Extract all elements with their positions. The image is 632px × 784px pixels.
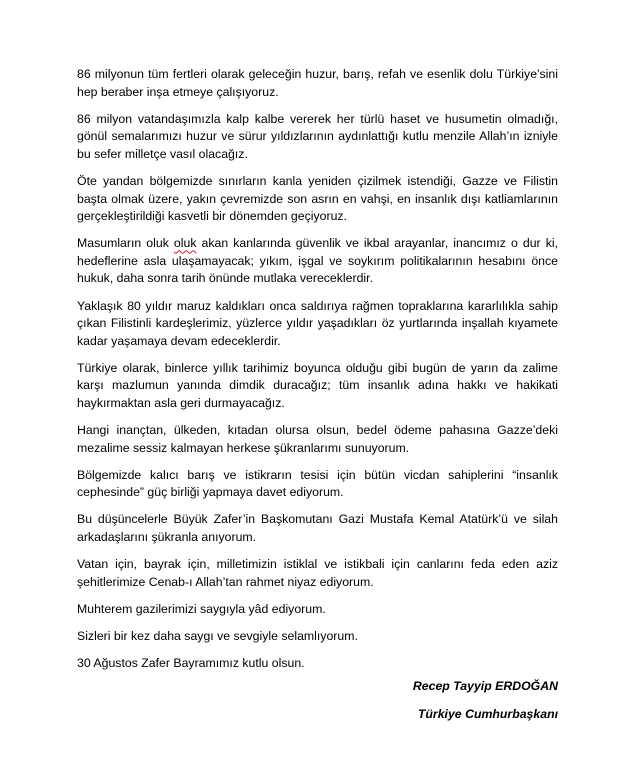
paragraph-4-rest: akan kanlarında güvenlik ve ikbal arayanlar, inancımız o dur ki, hedeflerine asla ulaşamayacak; yıkım, işgal ve soykırım politikalarının hesabını önce hukuk, daha sonra tarih önünde mutlaka vereceklerdir.: [77, 236, 558, 286]
spellcheck-marked-word: oluk: [173, 236, 197, 251]
paragraph-5: Yaklaşık 80 yıldır maruz kaldıkları onca saldırıya rağmen topraklarına kararlılıkla sahip çıkan Filistinli kardeşlerimiz, yüzlerce yıldır yaşadıkları öz yurtlarında inşallah kıyamete kadar yaşamaya devam edeceklerdir.: [77, 298, 558, 348]
paragraph-2: 86 milyon vatandaşımızla kalp kalbe vererek her türlü haset ve husumetin olmadığı, gönül semalarımızı huzur ve sürur yıldızlarının aydınlattığı kutlu menzile Allah’ın izniyle bu sefer milletçe vasıl olacağız.: [77, 111, 558, 161]
paragraph-3: Öte yandan bölgemizde sınırların kanla yeniden çizilmek istendiği, Gazze ve Filistin başta olmak üzere, yakın çevremizde son asrın en vahşi, en insanlık dışı katliamlarının gerçekleştirildiği kasvetli bir dönemden geçiyoruz.: [77, 173, 558, 224]
paragraph-13: 30 Ağustos Zafer Bayramımız kutlu olsun.: [77, 656, 305, 671]
paragraph-9: Bu düşüncelerle Büyük Zafer’in Başkomutanı Gazi Mustafa Kemal Atatürk’ü ve silah arkadaşlarını şükranla anıyorum.: [77, 512, 558, 545]
paragraph-8: Bölgemizde kalıcı barış ve istikrarın tesisi için bütün vicdan sahiplerini “insanlık cephesinde” güç birliği yapmaya davet ediyorum.: [77, 467, 558, 500]
paragraph-12: Sizleri bir kez daha saygı ve sevgiyle selamlıyorum.: [77, 628, 358, 643]
letter-body: [77, 66, 558, 682]
signature-title: Türkiye Cumhurbaşkanı: [417, 707, 558, 721]
paragraph-4: [77, 235, 558, 288]
paragraph-4-start: Masumların oluk: [77, 236, 174, 251]
paragraph-1: 86 milyonun tüm fertleri olarak geleceğin huzur, barış, refah ve esenlik dolu Türkiye’sini hep beraber inşa etmeye çalışıyoruz.: [77, 67, 558, 99]
paragraph-11: Muhterem gazilerimizi saygıyla yâd ediyorum.: [77, 601, 326, 616]
paragraph-7: Hangi inançtan, ülkeden, kıtadan olursa olsun, bedel ödeme pahasına Gazze’deki mezalime sessiz kalmayan herkese şükranlarımı sunuyorum.: [77, 423, 558, 455]
paragraph-6: Türkiye olarak, binlerce yıllık tarihimiz boyunca olduğu gibi bugün de yarın da zalime karşı mazlumun yanında dimdik duracağız; tüm insanlık adına hakkı ve hakikati haykırmaktan asla geri durmayacağız.: [77, 360, 558, 410]
signature-name: Recep Tayyip ERDOĞAN: [412, 679, 558, 693]
paragraph-10: Vatan için, bayrak için, milletimizin istiklal ve istikbali için canlarını feda eden aziz şehitlerimize Cenab-ı Allah’tan rahmet niyaz ediyorum.: [77, 557, 558, 589]
